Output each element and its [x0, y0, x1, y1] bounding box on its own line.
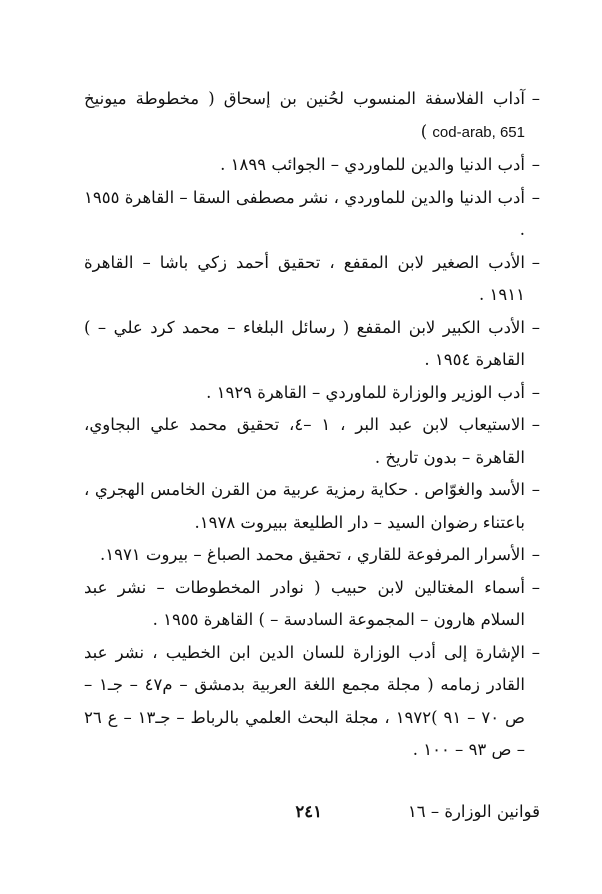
bibliography-entry-10 [84, 572, 540, 637]
bibliography-entry-6 [84, 377, 540, 410]
entry-text: الأدب الكبير لابن المقفع ( رسائل البلغاء – محمد كرد علي – ) القاهرة ١٩٥٤ . [84, 317, 525, 369]
entry-text: أسماء المغتالين لابن حبيب ( نوادر المخطوطات – نشر عبد السلام هارون – المجموعة السادسة – ) القاهرة ١٩٥٥ . [84, 577, 525, 629]
entry-text: أدب الدنيا والدين للماوردي ، نشر مصطفى السقا – القاهرة ١٩٥٥ . [84, 187, 525, 239]
bibliography-entry-1 [84, 83, 540, 149]
entry-text: الإشارة إلى أدب الوزارة للسان الدين ابن الخطيب ، نشر عبد القادر زمامه ( مجلة مجمع اللغة العربية بدمشق – م٤٧ – جـ١ – ص ٧٠ – ٩١ )١٩٧٢ ، مجلة البحث العلمي بالرباط – جـ١٣ – ع ٢٦ – ص ٩٣ – ١٠٠ . [84, 642, 525, 759]
entry-text: الأسد والغوّاص . حكاية رمزية عربية من القرن الخامس الهجري ، باعتناء رضوان السيد – دار الطليعة ببيروت ١٩٧٨. [84, 480, 525, 532]
entry-text: الأسرار المرفوعة للقاري ، تحقيق محمد الصباغ – بيروت ١٩٧١. [99, 545, 525, 564]
entry-dash: – [531, 415, 540, 434]
entry-dash: – [531, 89, 540, 108]
bibliography-entry-7 [84, 409, 540, 474]
entry-dash: – [531, 382, 540, 402]
manuscript-reference: cod-arab, 651 [432, 123, 525, 141]
page-footer [84, 802, 540, 834]
entry-dash: – [531, 545, 540, 564]
page-number: ٢٤١ [295, 802, 322, 821]
entry-text: آداب الفلاسفة المنسوب لحُنين بن إسحاق ( مخطوطة ميونيخ [84, 89, 525, 108]
bibliography-entry-5 [84, 312, 540, 377]
bibliography-entry-4 [84, 247, 540, 312]
entry-text: أدب الدنيا والدين للماوردي – الجوائب ١٨٩٩ . [220, 155, 525, 174]
entry-dash: – [531, 577, 540, 597]
entry-dash: – [531, 252, 540, 272]
bibliography-entry-2 [84, 149, 540, 182]
entry-text: أدب الوزير والوزارة للماوردي – القاهرة ١٩٢٩ . [206, 382, 525, 402]
bibliography-entry-8 [84, 474, 540, 539]
entry-suffix: ) [420, 121, 428, 141]
entry-text: الاستيعاب لابن عبد البر ، ١ –٤، تحقيق محمد علي البجاوي، القاهرة – بدون تاريخ . [84, 415, 525, 467]
bibliography-entry-11 [84, 637, 540, 767]
entry-dash: – [531, 187, 540, 207]
bibliography-list [84, 83, 540, 767]
bibliography-entry-3 [84, 182, 540, 247]
bibliography-entry-9 [84, 539, 540, 572]
entry-dash: – [531, 155, 540, 174]
entry-dash: – [531, 480, 540, 499]
running-title: قوانين الوزارة – ١٦ [407, 802, 540, 821]
entry-dash: – [531, 317, 540, 337]
entry-text: الأدب الصغير لابن المقفع ، تحقيق أحمد زكي باشا – القاهرة ١٩١١ . [84, 252, 525, 304]
entry-dash: – [531, 642, 540, 662]
